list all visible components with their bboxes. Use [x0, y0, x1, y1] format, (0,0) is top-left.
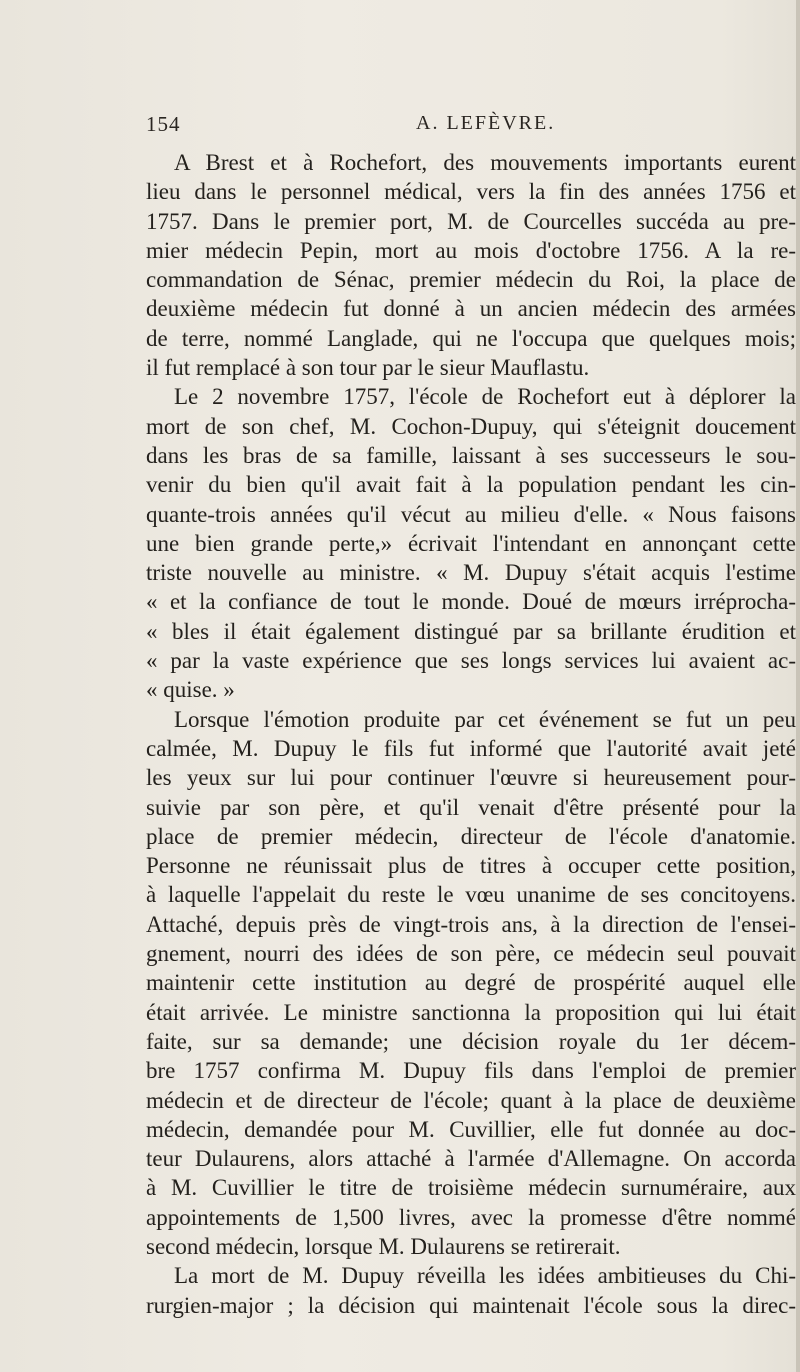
text-line: 1757. Dans le premier port, M. de Courcelles succéda au pre-	[146, 208, 796, 234]
text-line: gnement, nourri des idées de son père, ce médecin seul pouvait	[146, 941, 796, 967]
text-line: « et la confiance de tout le monde. Doué de mœurs irréprocha-	[146, 589, 796, 615]
text-line: venir du bien qu'il avait fait à la population pendant les cin-	[146, 472, 796, 498]
text-line: mort de son chef, M. Cochon-Dupuy, qui s'éteignit doucement	[146, 413, 796, 439]
text-line: Lorsque l'émotion produite par cet événement se fut un peu	[174, 706, 796, 732]
text-line: Le 2 novembre 1757, l'école de Rochefort eut à déplorer la	[174, 384, 796, 410]
text-line: à M. Cuvillier le titre de troisième médecin surnuméraire, aux	[146, 1175, 796, 1201]
text-line: une bien grande perte,» écrivait l'intendant en annonçant cette	[146, 530, 796, 556]
text-line: Personne ne réunissait plus de titres à occuper cette position,	[146, 853, 796, 879]
text-line: deuxième médecin fut donné à un ancien médecin des armées	[146, 296, 796, 322]
text-line: dans les bras de sa famille, laissant à ses successeurs le sou-	[146, 442, 796, 468]
page-number: 154	[146, 112, 181, 136]
text-line: calmée, M. Dupuy le fils fut informé que l'autorité avait jeté	[146, 735, 796, 761]
page-edge-shadow	[796, 0, 800, 1372]
text-line: il fut remplacé à son tour par le sieur Mauflastu.	[146, 355, 590, 381]
text-line: second médecin, lorsque M. Dulaurens se retirerait.	[146, 1233, 621, 1259]
text-line: de terre, nommé Langlade, qui ne l'occupa que quelques mois;	[146, 325, 796, 351]
text-line: « quise. »	[146, 677, 235, 703]
text-line: place de premier médecin, directeur de l'école d'anatomie.	[146, 823, 796, 849]
text-line: médecin et de directeur de l'école; quant à la place de deuxième	[146, 1087, 796, 1113]
text-line: rurgien-major ; la décision qui maintenait l'école sous la direc-	[146, 1292, 796, 1318]
text-line: à laquelle l'appelait du reste le vœu unanime de ses concitoyens.	[146, 882, 796, 908]
text-line: « bles il était également distingué par sa brillante érudition et	[146, 618, 796, 644]
text-line: appointements de 1,500 livres, avec la promesse d'être nommé	[146, 1204, 796, 1230]
text-line: faite, sur sa demande; une décision royale du 1er décem-	[146, 1028, 796, 1054]
text-line: les yeux sur lui pour continuer l'œuvre si heureusement pour-	[146, 765, 796, 791]
text-line: quante-trois années qu'il vécut au milieu d'elle. « Nous faisons	[146, 501, 796, 527]
text-line: lieu dans le personnel médical, vers la fin des années 1756 et	[146, 179, 796, 205]
text-line: A Brest et à Rochefort, des mouvements importants eurent	[174, 150, 796, 175]
text-line: maintenir cette institution au degré de prospérité auquel elle	[146, 970, 796, 996]
text-line: triste nouvelle au ministre. « M. Dupuy s'était acquis l'estime	[146, 560, 796, 586]
text-line: teur Dulaurens, alors attaché à l'armée d'Allemagne. On accorda	[146, 1146, 796, 1172]
text-line: « par la vaste expérience que ses longs services lui avaient ac-	[146, 648, 796, 674]
text-line: médecin, demandée pour M. Cuvillier, elle fut donnée au doc-	[146, 1116, 796, 1142]
body-text	[146, 148, 796, 1320]
text-line: était arrivée. Le ministre sanctionna la proposition qui lui était	[146, 999, 796, 1025]
text-line: La mort de M. Dupuy réveilla les idées ambitieuses du Chi-	[174, 1263, 796, 1289]
text-line: bre 1757 confirma M. Dupuy fils dans l'emploi de premier	[146, 1058, 796, 1084]
page-header	[146, 110, 794, 140]
running-head: A. LEFÈVRE.	[416, 112, 556, 134]
text-line: mier médecin Pepin, mort au mois d'octobre 1756. A la re-	[146, 237, 796, 263]
text-line: commandation de Sénac, premier médecin du Roi, la place de	[146, 267, 796, 293]
text-line: suivie par son père, et qu'il venait d'être présenté pour la	[146, 794, 796, 820]
text-line: Attaché, depuis près de vingt-trois ans, à la direction de l'ensei-	[146, 911, 796, 937]
